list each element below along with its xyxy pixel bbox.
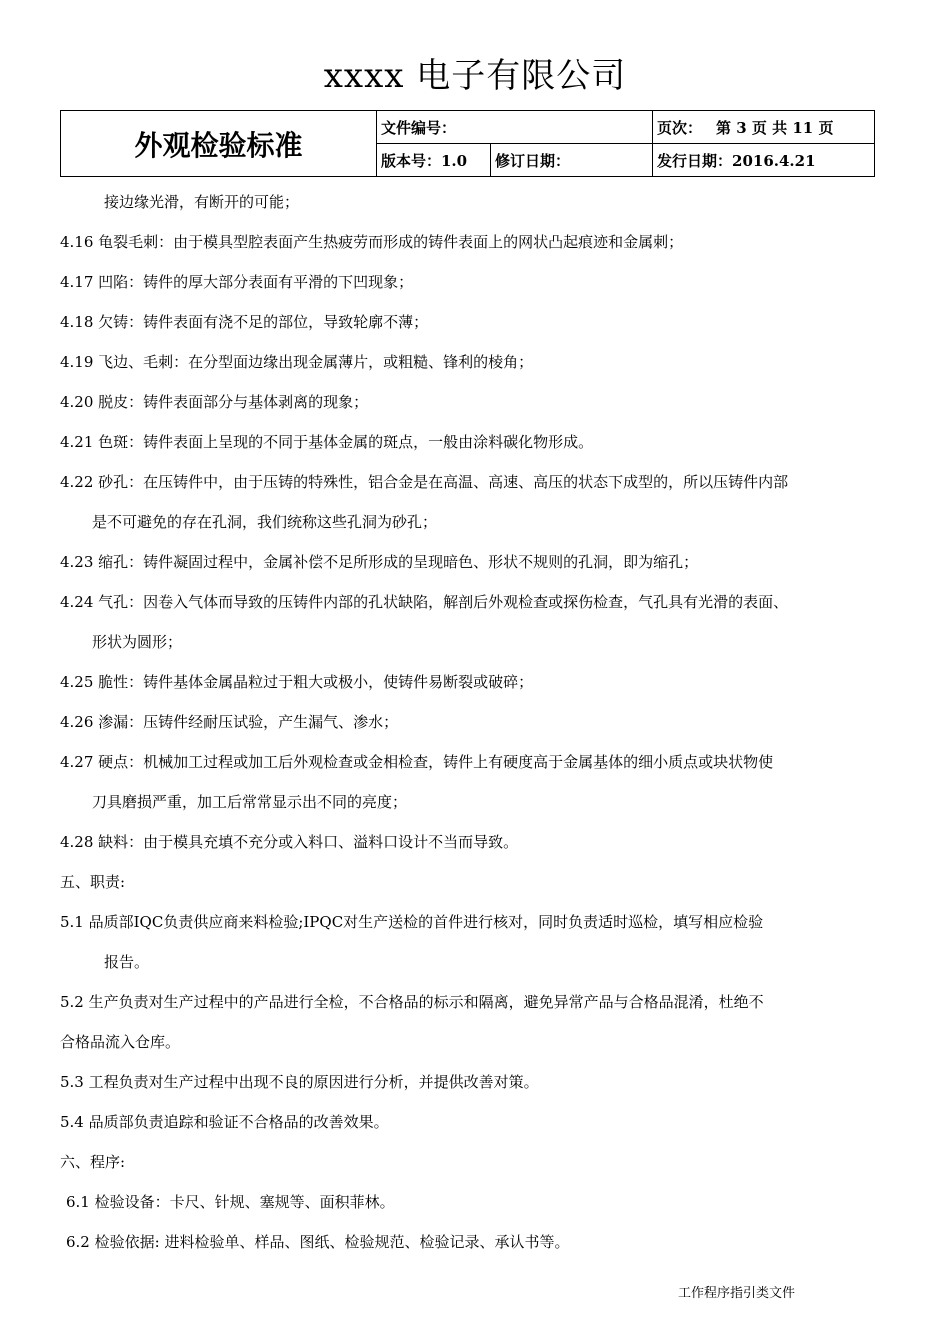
company-title: xxxx 电子有限公司: [323, 56, 627, 96]
body-line: 4.16 龟裂毛刺：由于模具型腔表面产生热疲劳而形成的铸件表面上的网状凸起痕迹和金属刺；: [60, 233, 684, 251]
document-title: 外观检验标准: [61, 111, 377, 177]
body-line: 刀具磨损严重，加工后常常显示出不同的亮度；: [92, 793, 408, 811]
footer-note: 工作程序指引类文件: [678, 1286, 796, 1301]
body-line: 4.25 脆性：铸件基体金属晶粒过于粗大或极小，使铸件易断裂或破碎；: [60, 673, 534, 691]
body-line: 4.24 气孔：因卷入气体而导致的压铸件内部的孔状缺陷，解剖后外观检查或探伤检查，气孔具有光滑的表面、: [60, 593, 789, 611]
body-line: 报告。: [104, 953, 150, 971]
document-body: [60, 186, 886, 1266]
body-line: 5.2 生产负责对生产过程中的产品进行全检，不合格品的标示和隔离，避免异常产品与合格品混淆，杜绝不: [60, 993, 764, 1011]
document-header-table: [60, 110, 875, 177]
body-line: 4.23 缩孔：铸件凝固过程中，金属补偿不足所形成的呈现暗色、形状不规则的孔洞，即为缩孔；: [60, 553, 699, 571]
body-line: 4.18 欠铸：铸件表面有浇不足的部位，导致轮廓不薄；: [60, 313, 429, 331]
body-line: 4.17 凹陷：铸件的厚大部分表面有平滑的下凹现象；: [60, 273, 414, 291]
version-cell: 版本号：1.0: [377, 144, 491, 177]
body-line: 是不可避免的存在孔洞，我们统称这些孔洞为砂孔；: [92, 513, 438, 531]
body-line: 5.4 品质部负责追踪和验证不合格品的改善效果。: [60, 1113, 389, 1131]
body-line: 4.26 渗漏：压铸件经耐压试验，产生漏气、渗水；: [60, 713, 399, 731]
body-line: 六、程序:: [60, 1153, 126, 1171]
body-line: 4.28 缺料：由于模具充填不充分或入料口、溢料口设计不当而导致。: [60, 833, 519, 851]
body-line: 4.27 硬点：机械加工过程或加工后外观检查或金相检查，铸件上有硬度高于金属基体的细小质点或块状物使: [60, 753, 774, 771]
body-line: 形状为圆形；: [92, 633, 183, 651]
body-line: 接边缘光滑，有断开的可能；: [104, 193, 300, 211]
body-line: 4.21 色斑：铸件表面上呈现的不同于基体金属的斑点，一般由涂料碳化物形成。: [60, 433, 594, 451]
body-line: 五、职责:: [60, 873, 126, 891]
body-line: 4.22 砂孔：在压铸件中，由于压铸的特殊性，铝合金是在高温、高速、高压的状态下成型的，所以压铸件内部: [60, 473, 789, 491]
file-number-cell: 文件编号：: [377, 111, 653, 144]
body-line: 6.2 检验依据: 进料检验单、样品、图纸、检验规范、检验记录、承认书等。: [66, 1233, 570, 1251]
body-line: 5.3 工程负责对生产过程中出现不良的原因进行分析，并提供改善对策。: [60, 1073, 539, 1091]
body-line: 4.20 脱皮：铸件表面部分与基体剥离的现象；: [60, 393, 369, 411]
page-label: 页次：: [657, 118, 703, 137]
page-info: 第 3 页 共 11 页: [716, 118, 834, 137]
body-line: 5.1 品质部IQC负责供应商来料检验;IPQC对生产送检的首件进行核对，同时负责适时巡检，填写相应检验: [60, 913, 764, 931]
page-number-cell: [653, 111, 875, 144]
body-line: 6.1 检验设备：卡尺、针规、塞规等、面积菲林。: [66, 1193, 395, 1211]
issue-date-cell: 发行日期：2016.4.21: [653, 144, 875, 177]
body-line: 4.19 飞边、毛刺：在分型面边缘出现金属薄片，或粗糙、锋利的棱角；: [60, 353, 534, 371]
revision-date-cell: 修订日期：: [491, 144, 653, 177]
body-line: 合格品流入仓库。: [60, 1033, 181, 1051]
